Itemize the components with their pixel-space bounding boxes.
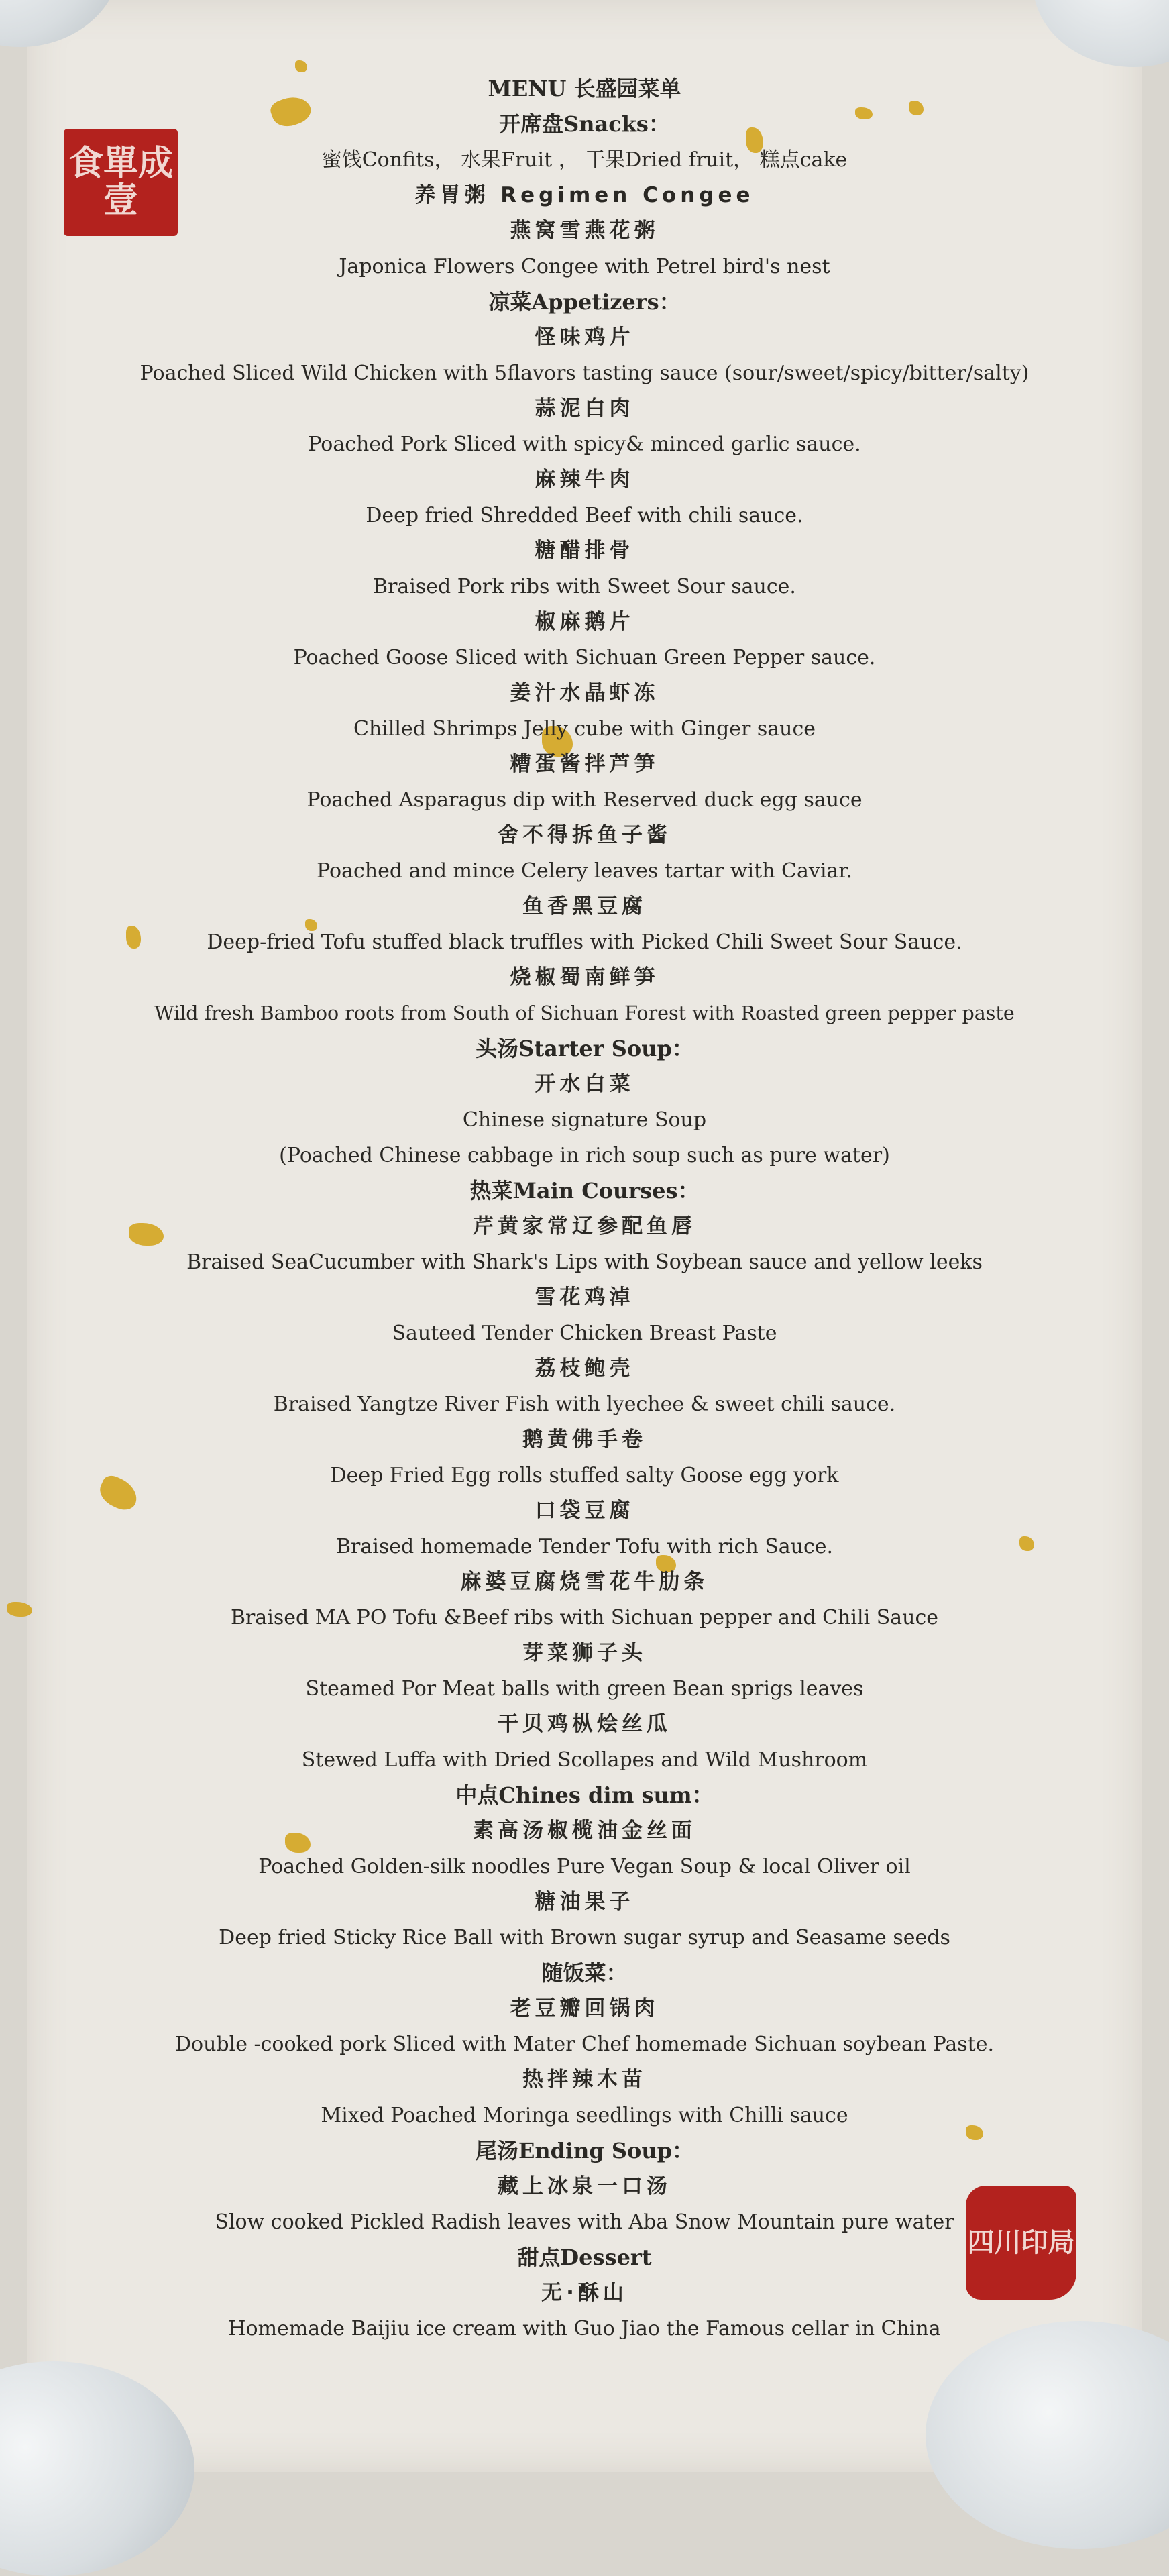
menu-dish-chinese: 芽菜狮子头 [522, 1641, 647, 1665]
menu-dish-english: Poached Golden-silk noodles Pure Vegan Soup & local Oliver oil [258, 1855, 911, 1878]
menu-dish-chinese: 鱼香黑豆腐 [522, 894, 647, 918]
menu-dish-english: 蜜饯Confits， 水果Fruit ， 干果Dried fruit， 糕点cake [321, 148, 848, 172]
menu-section-heading: 开席盘Snacks： [499, 111, 670, 137]
menu-section-heading: 中点Chines dim sum： [455, 1782, 714, 1808]
menu-dish-english: Poached Asparagus dip with Reserved duck egg sauce [307, 788, 862, 812]
menu-dish-chinese: 养胃粥 Regimen Congee [414, 183, 755, 207]
menu-dish-english: (Poached Chinese cabbage in rich soup such as pure water) [279, 1144, 890, 1167]
menu-dish-english: Double -cooked pork Sliced with Mater Chef homemade Sichuan soybean Paste. [174, 2033, 995, 2056]
menu-dish-english: Poached and mince Celery leaves tartar with Caviar. [317, 859, 852, 883]
menu-section-heading: 头汤Starter Soup： [476, 1036, 693, 1061]
menu-dish-english: Deep fried Sticky Rice Ball with Brown sugar syrup and Seasame seeds [219, 1926, 950, 1949]
menu-dish-chinese: 干贝鸡枞烩丝瓜 [498, 1712, 671, 1736]
menu-dish-english: Chinese signature Soup [462, 1108, 707, 1132]
menu-dish-chinese: 鹅黄佛手卷 [522, 1428, 647, 1452]
menu-section-heading: 尾汤Ending Soup： [475, 2138, 694, 2163]
menu-dish-english: Poached Sliced Wild Chicken with 5flavors tasting sauce (sour/sweet/spicy/bitter/salty) [140, 362, 1029, 385]
menu-dish-english: Steamed Por Meat balls with green Bean sprigs leaves [305, 1677, 864, 1701]
menu-dish-chinese: 荔枝鲍壳 [535, 1356, 634, 1381]
menu-dish-english: Deep fried Shredded Beef with chili sauce. [366, 504, 803, 527]
menu-dish-english: Stewed Luffa with Dried Scollapes and Wild Mushroom [301, 1748, 868, 1772]
menu-dish-chinese: 热拌辣木苗 [522, 2068, 647, 2092]
menu-dish-english: Mixed Poached Moringa seedlings with Chilli sauce [321, 2104, 848, 2127]
menu-dish-chinese: 藏上冰泉一口汤 [498, 2174, 671, 2198]
menu-dish-english: Braised MA PO Tofu &Beef ribs with Sichuan pepper and Chili Sauce [230, 1606, 939, 1629]
menu-dish-chinese: 怪味鸡片 [535, 325, 634, 350]
seal-text: 四川印局 [967, 2227, 1075, 2258]
menu-dish-english: Sauteed Tender Chicken Breast Paste [392, 1322, 777, 1345]
menu-dish-english: Deep Fried Egg rolls stuffed salty Goose egg york [330, 1464, 839, 1487]
menu-section-heading: 甜点Dessert [517, 2245, 652, 2270]
seal-text: 食單成壹 [68, 144, 173, 221]
menu-dish-chinese: 麻辣牛肉 [535, 468, 634, 492]
menu-dish-chinese: 素高汤椒榄油金丝面 [473, 1819, 696, 1843]
menu-text-column [94, 71, 1075, 2347]
menu-dish-english: Chilled Shrimps Jelly cube with Ginger sauce [353, 717, 816, 741]
menu-section-heading: MENU 长盛园菜单 [488, 76, 681, 101]
menu-section-heading: 热菜Main Courses： [469, 1178, 700, 1203]
menu-dish-chinese: 舍不得拆鱼子酱 [498, 823, 671, 847]
menu-section-heading: 随饭菜： [541, 1960, 628, 1986]
menu-section-heading: 凉菜Appetizers： [488, 289, 681, 315]
menu-dish-english: Braised Yangtze River Fish with lyechee & sweet chili sauce. [273, 1393, 896, 1416]
menu-dish-chinese: 无·酥山 [541, 2281, 628, 2305]
menu-dish-chinese: 糖油果子 [535, 1890, 634, 1914]
menu-dish-english: Japonica Flowers Congee with Petrel bird's nest [339, 255, 830, 278]
menu-dish-chinese: 姜汁水晶虾冻 [510, 681, 659, 705]
menu-dish-chinese: 开水白菜 [535, 1072, 634, 1096]
menu-dish-chinese: 椒麻鹅片 [535, 610, 634, 634]
menu-dish-chinese: 烧椒蜀南鲜笋 [510, 965, 659, 989]
menu-dish-chinese: 老豆瓣回锅肉 [510, 1996, 659, 2021]
menu-dish-english: Braised Pork ribs with Sweet Sour sauce. [373, 575, 796, 598]
menu-dish-chinese: 雪花鸡淖 [535, 1285, 634, 1309]
menu-dish-english: Poached Pork Sliced with spicy& minced garlic sauce. [308, 433, 861, 456]
menu-dish-chinese: 糟蛋酱拌芦笋 [510, 752, 659, 776]
menu-dish-chinese: 糖醋排骨 [535, 539, 634, 563]
menu-dish-chinese: 蒜泥白肉 [535, 396, 634, 421]
menu-dish-chinese: 燕窝雪燕花粥 [510, 219, 659, 243]
menu-dish-english: Braised SeaCucumber with Shark's Lips with Soybean sauce and yellow leeks [186, 1250, 983, 1274]
menu-dish-english: Braised homemade Tender Tofu with rich Sauce. [335, 1535, 834, 1558]
menu-dish-english: Wild fresh Bamboo roots from South of Sichuan Forest with Roasted green pepper paste [154, 1002, 1015, 1024]
menu-dish-chinese: 芹黄家常辽参配鱼唇 [473, 1214, 696, 1238]
menu-dish-english: Homemade Baijiu ice cream with Guo Jiao the Famous cellar in China [228, 2317, 941, 2341]
menu-dish-english: Deep-fried Tofu stuffed black truffles with Picked Chili Sweet Sour Sauce. [207, 930, 962, 954]
menu-dish-english: Poached Goose Sliced with Sichuan Green Pepper sauce. [293, 646, 876, 669]
menu-dish-english: Slow cooked Pickled Radish leaves with Aba Snow Mountain pure water [215, 2210, 954, 2234]
menu-dish-chinese: 麻婆豆腐烧雪花牛肋条 [460, 1570, 709, 1594]
menu-dish-chinese: 口袋豆腐 [535, 1499, 634, 1523]
